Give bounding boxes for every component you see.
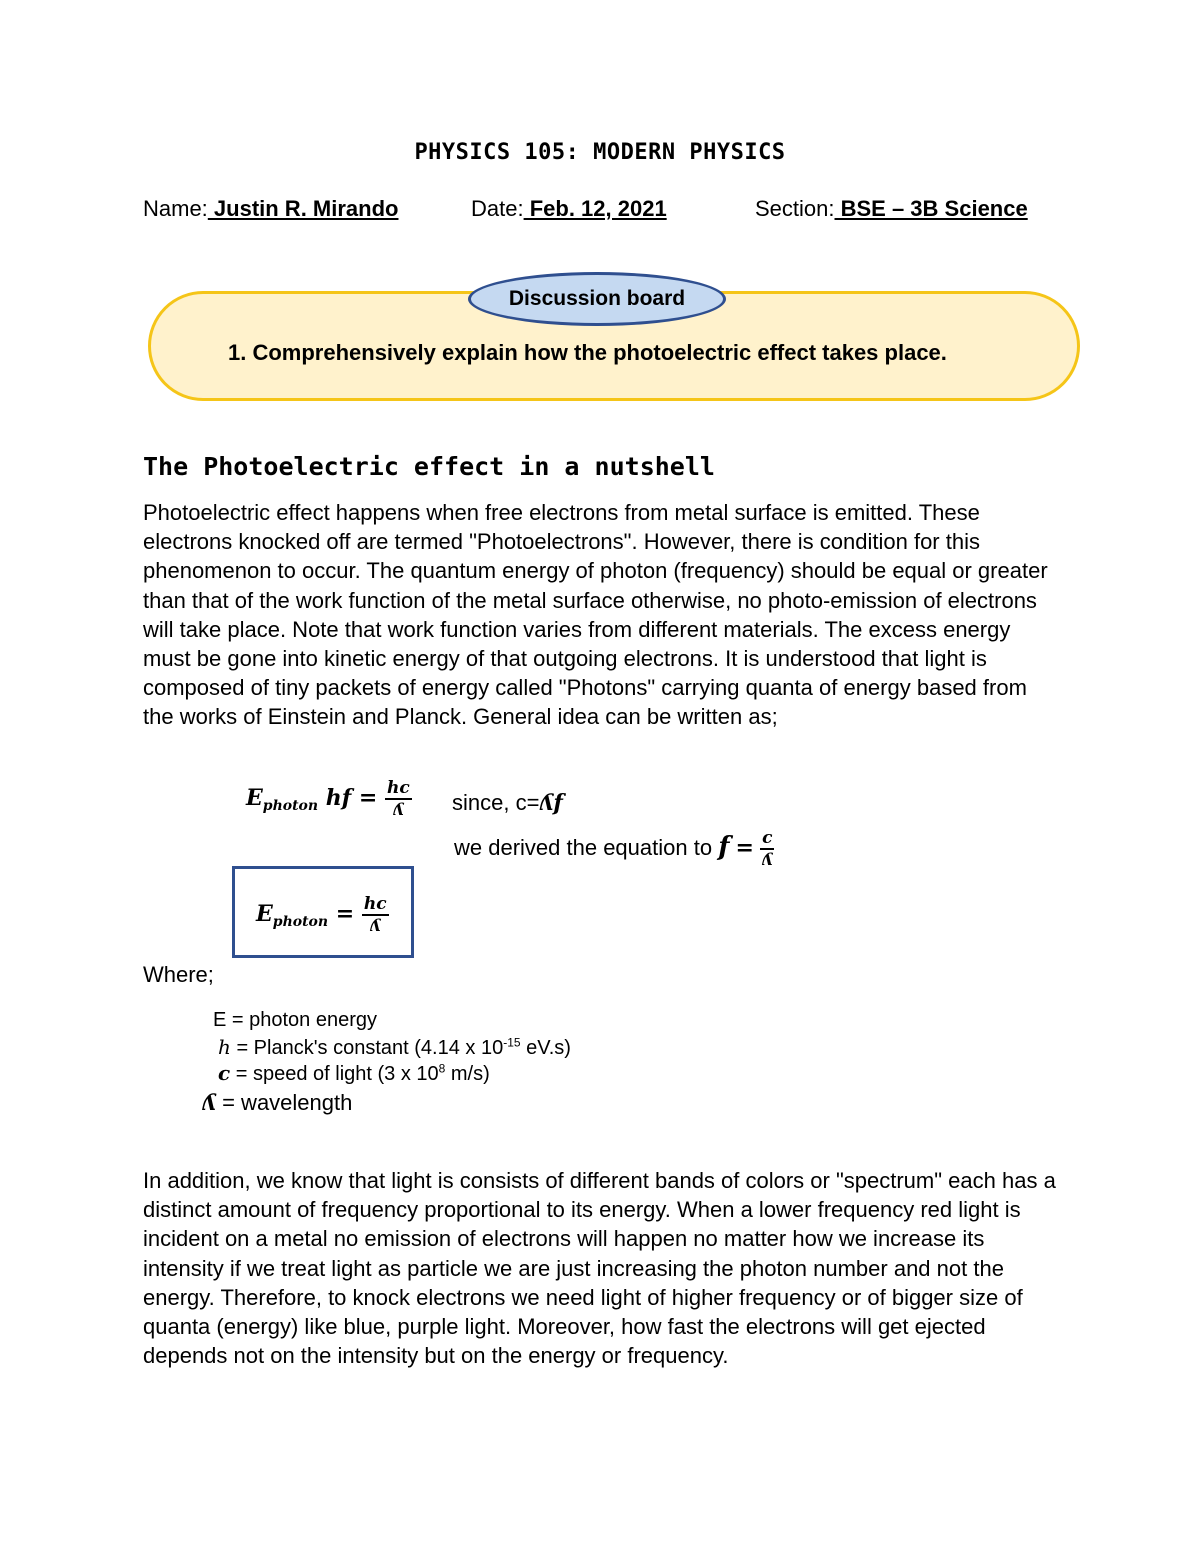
name-value: Justin R. Mirando (207, 196, 399, 221)
paragraph-spectrum: In addition, we know that light is consists of different bands of colors or "spectrum" each has a distinct amount of frequency proportional to its energy. When a lower frequency red light is incident on a metal no emission of electrons will happen no matter how we increase its intensity if we treat light as particle we are just increasing the photon number and not the energy. Therefore, to knock electrons we need light of higher frequency or of bigger size of quanta (energy) like blue, purple light. Moreover, how fast the electrons will get ejected depends not on the intensity but on the energy or frequency. (143, 1168, 1056, 1369)
boxed-denominator-lambda: ʎ (369, 916, 381, 936)
definition-h-text: = Planck's constant (4.14 x 10 (230, 1037, 504, 1059)
since-lambda-f: ʎf (539, 790, 563, 816)
section-value: BSE – 3B Science (834, 196, 1028, 221)
derived-f: f (718, 831, 730, 862)
definition-h-unit: eV.s) (520, 1037, 571, 1059)
definition-lambda-symbol: ʎ (202, 1090, 216, 1116)
eq-denominator-lambda: ʎ (392, 800, 404, 820)
derived-fraction-c-lambda (760, 828, 774, 870)
since-relation (452, 790, 563, 816)
derived-denominator-lambda: ʎ (761, 850, 773, 870)
boxed-fraction-hc-lambda (362, 894, 389, 936)
eq-e: E (246, 785, 263, 811)
eq-photon-sub: photon (262, 798, 319, 814)
definition-c-unit: m/s) (445, 1063, 490, 1085)
definition-lambda (202, 1090, 352, 1116)
eq-fraction-hc-lambda (385, 778, 412, 820)
paragraph-intro: Photoelectric effect happens when free electrons from metal surface is emitted. These electrons knocked off are termed "Photoelectrons". However, there is condition for this phenomenon to occur. The quantum energy of photon (frequency) should be equal or greater than that of the work function of the metal surface otherwise, no photo-emission of electrons will take place. Note that work function varies from different materials. The excess energy must be gone into kinetic energy of that outgoing electrons. It is understood that light is composed of tiny packets of energy called "Photons" carrying quanta of energy based from the works of Einstein and Planck. General idea can be written as; (143, 500, 1048, 730)
definition-h (218, 1035, 571, 1060)
boxed-equation (256, 894, 389, 936)
derived-relation (454, 828, 774, 870)
name-label: Name: (143, 196, 208, 221)
derived-numerator-c: c (762, 828, 773, 848)
discussion-badge: Discussion board (468, 272, 726, 326)
name-field (143, 196, 398, 222)
date-field (471, 196, 667, 222)
definition-c-text: = speed of light (3 x 10 (230, 1063, 439, 1085)
boxed-photon-sub: photon (272, 914, 329, 930)
since-text: since, c= (452, 790, 540, 815)
definition-lambda-text: = wavelength (215, 1090, 353, 1115)
eq-hf: hf (325, 785, 352, 811)
definition-e: E = photon energy (213, 1009, 378, 1031)
date-label: Date: (471, 196, 524, 221)
boxed-numerator-hc: hc (363, 894, 387, 914)
date-value: Feb. 12, 2021 (523, 196, 667, 221)
derived-text: we derived the equation to (454, 834, 713, 860)
definition-c (218, 1061, 490, 1086)
section-field (755, 196, 1028, 222)
where-label: Where; (143, 962, 214, 987)
definition-c-symbol: c (218, 1061, 231, 1085)
derived-equals: = (735, 834, 754, 861)
definition-h-symbol: h (218, 1035, 231, 1059)
eq-numerator-hc: hc (387, 778, 410, 798)
boxed-e: E (256, 901, 273, 927)
equation-photon-energy (246, 778, 412, 820)
course-title: PHYSICS 105: MODERN PHYSICS (414, 140, 786, 165)
eq-equals: = (358, 785, 378, 811)
boxed-equals: = (335, 901, 355, 927)
discussion-question: 1. Comprehensively explain how the photoelectric effect takes place. (228, 340, 947, 365)
section-heading: The Photoelectric effect in a nutshell (143, 452, 715, 481)
definition-h-exponent: -15 (503, 1035, 521, 1050)
section-label: Section: (755, 196, 835, 221)
definition-c-exponent: 8 (438, 1061, 446, 1076)
